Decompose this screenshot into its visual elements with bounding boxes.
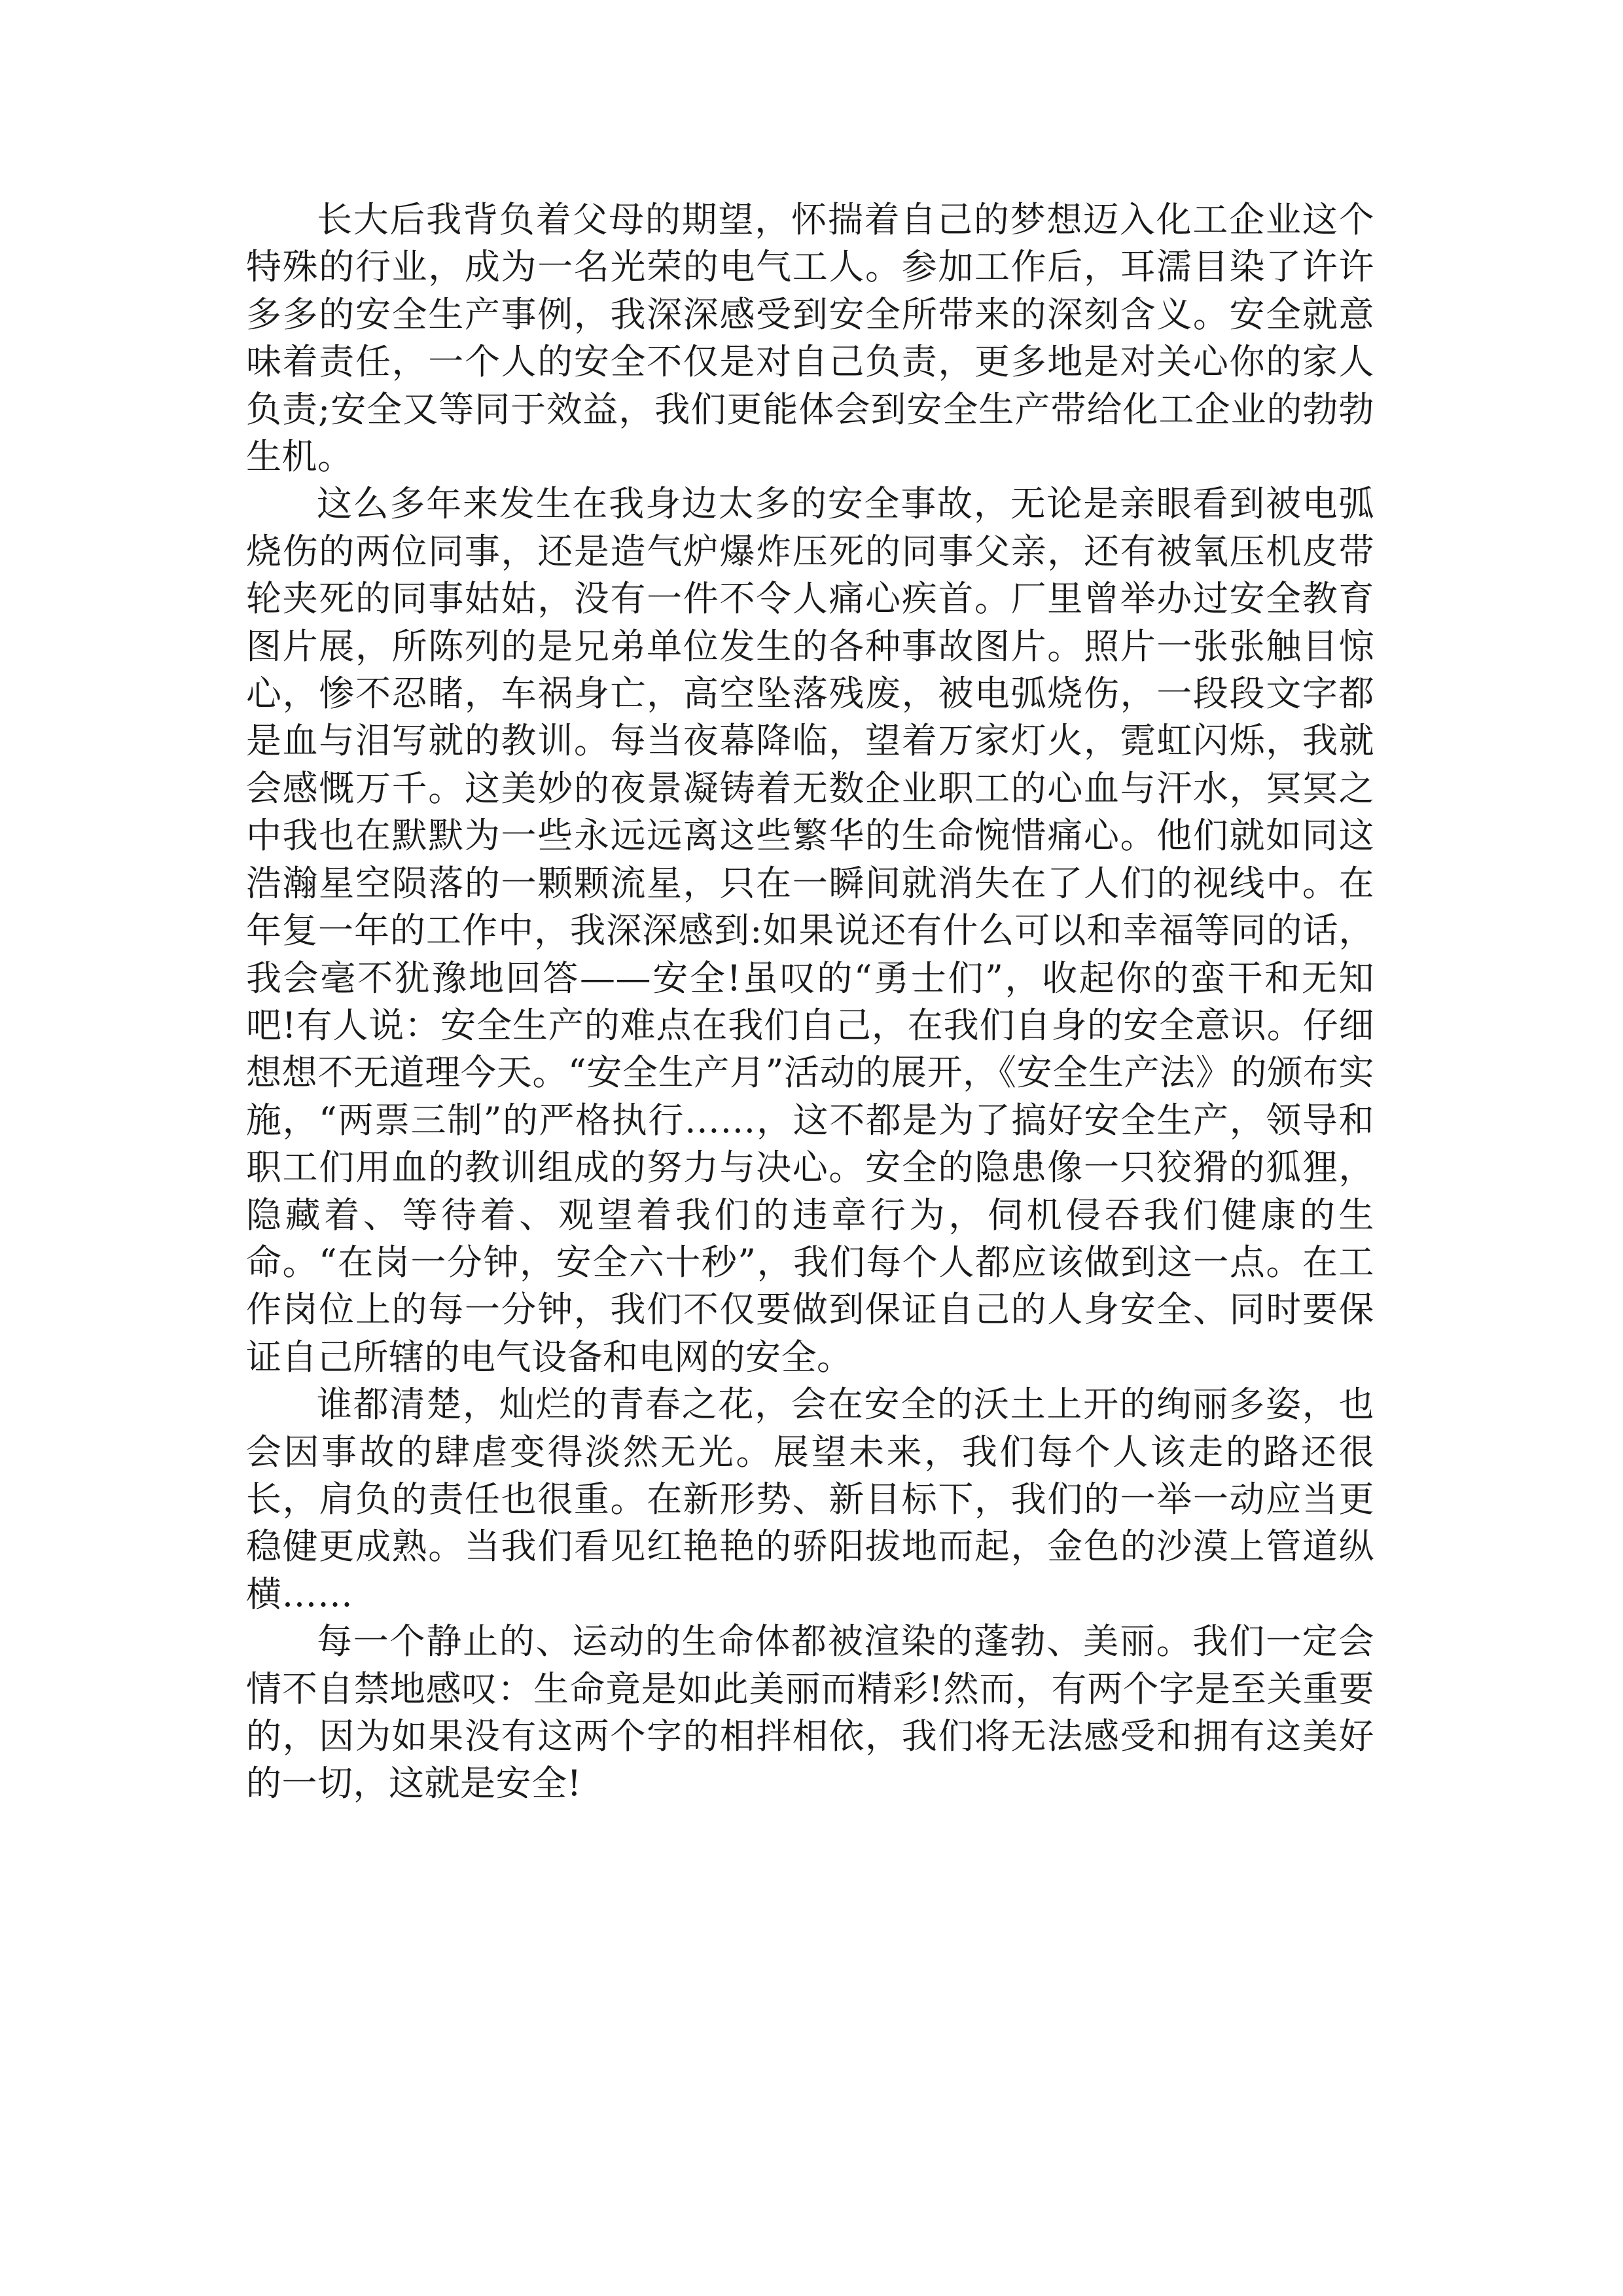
paragraph-1: 长大后我背负着父母的期望，怀揣着自己的梦想迈入化工企业这个特殊的行业，成为一名光荣的电气工人。参加工作后，耳濡目染了许许多多的安全生产事例，我深深感受到安全所带来的深刻含义。安全就意味着责任，一个人的安全不仅是对自己负责，更多地是对关心你的家人负责;安全又等同于效益，我们更能体会到安全生产带给化工企业的勃勃生机。: [246, 199, 1374, 478]
paragraph-2: 这么多年来发生在我身边太多的安全事故，无论是亲眼看到被电弧烧伤的两位同事，还是造气炉爆炸压死的同事父亲，还有被氧压机皮带轮夹死的同事姑姑，没有一件不令人痛心疾首。厂里曾举办过安全教育图片展，所陈列的是兄弟单位发生的各种事故图片。照片一张张触目惊心，惨不忍睹，车祸身亡，高空坠落残废，被电弧烧伤，一段段文字都是血与泪写就的教训。每当夜幕降临，望着万家灯火，霓虹闪烁，我就会感慨万千。这美妙的夜景凝铸着无数企业职工的心血与汗水，冥冥之中我也在默默为一些永远远离这些繁华的生命惋惜痛心。他们就如同这浩瀚星空陨落的一颗颗流星，只在一瞬间就消失在了人们的视线中。在年复一年的工作中，我深深感到:如果说还有什么可以和幸福等同的话，我会毫不犹豫地回答——安全!虽叹的“勇士们”，收起你的蛮干和无知吧!有人说：安全生产的难点在我们自己，在我们自身的安全意识。仔细想想不无道理今天。“安全生产月”活动的展开，《安全生产法》的颁布实施，“两票三制”的严格执行……，这不都是为了搞好安全生产，领导和职工们用血的教训组成的努力与决心。安全的隐患像一只狡猾的狐狸，隐藏着、等待着、观望着我们的违章行为，伺机侵吞我们健康的生命。“在岗一分钟，安全六十秒”，我们每个人都应该做到这一点。在工作岗位上的每一分钟，我们不仅要做到保证自己的人身安全、同时要保证自己所辖的电气设备和电网的安全。: [246, 483, 1374, 1378]
paragraph-4: 每一个静止的、运动的生命体都被渲染的蓬勃、美丽。我们一定会情不自禁地感叹：生命竟是如此美丽而精彩!然而，有两个字是至关重要的，因为如果没有这两个字的相拌相依，我们将无法感受和拥有这美好的一切，这就是安全!: [246, 1621, 1374, 1804]
paragraph-3: 谁都清楚，灿烂的青春之花，会在安全的沃土上开的绚丽多姿，也会因事故的肆虐变得淡然无光。展望未来，我们每个人该走的路还很长，肩负的责任也很重。在新形势、新目标下，我们的一举一动应当更稳健更成熟。当我们看见红艳艳的骄阳拔地而起，金色的沙漠上管道纵横……: [246, 1384, 1374, 1615]
body-text: [246, 196, 1374, 1808]
